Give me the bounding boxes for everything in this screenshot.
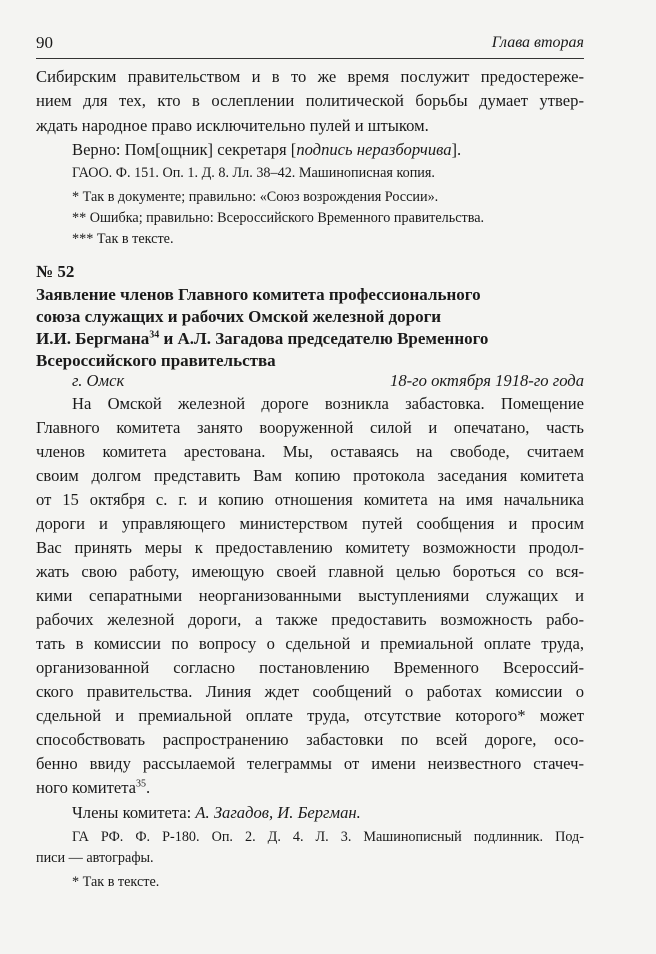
footnote: *** Так в тексте. (72, 231, 174, 247)
signatories-names: А. Загадов, И. Бергман. (195, 803, 361, 822)
text-line: ждать народное право исключительно пулей и штыком. (36, 116, 429, 135)
document-title-line: Заявление членов Главного комитета профессионального (36, 285, 481, 304)
document-title-line: союза служащих и рабочих Омской железной дороги (36, 307, 442, 326)
text-line: Сибирским правительством и в то же время послужит предостереже- (36, 67, 584, 86)
body-line: дороги и управляющего министерством путей сообщения и просим (36, 514, 584, 533)
signature-note: подпись неразборчива (296, 140, 452, 159)
body-line: бенно ввиду рассылаемой телеграммы от имени неизвестного стачеч- (36, 754, 584, 773)
body-line: членов комитета арестована. Мы, оставаясь на свободе, считаем (36, 442, 584, 461)
footnote: ** Ошибка; правильно: Всероссийского Временного правительства. (72, 210, 485, 226)
page-number: 90 (36, 33, 53, 52)
body-line: ского правительства. Линия ждет сообщений о работах комиссии о (36, 682, 584, 701)
document-title-line: Всероссийского правительства (36, 351, 276, 370)
body-line: от 15 октября с. г. и копию отношения комитета на имя начальника (36, 490, 584, 509)
body-line: организованной согласно постановлению Временного Всероссий- (36, 658, 584, 677)
footnote-ref: 34 (149, 329, 160, 341)
footnote: * Так в документе; правильно: «Союз возрождения России». (72, 189, 439, 205)
body-line: На Омской железной дороге возникла забастовка. Помещение (72, 394, 584, 413)
body-line: кими сепаратными неорганизованными выступлениями служащих и (36, 586, 584, 605)
body-line: ного комитета$^{35}$. (36, 778, 151, 797)
body-line: своим долгом представить Вам копию протокола заседания комитета (36, 466, 584, 485)
chapter-title: Глава вторая (491, 34, 584, 51)
footnote: * Так в тексте. (72, 874, 160, 890)
signatories-line: Члены комитета: А. Загадов, И. Бергман. (72, 803, 361, 822)
body-line: Вас принять меры к предоставлению комитету возможности продол- (36, 538, 584, 557)
document-number: № 52 (36, 262, 75, 281)
body-line: рабочих железной дороги, а также предоставить возможность рабо- (36, 610, 584, 629)
archive-reference: ГАОО. Ф. 151. Оп. 1. Д. 8. Лл. 38–42. Машинописная копия. (72, 165, 435, 181)
verification-line: Верно: Пом[ощник] секретаря [подпись неразборчива]. (72, 140, 462, 159)
archive-reference: ГА РФ. Ф. Р-180. Оп. 2. Д. 4. Л. 3. Машинописный подлинник. Под- (72, 829, 584, 845)
archive-reference: писи — автографы. (36, 850, 154, 866)
header-rule (36, 58, 584, 59)
body-line: тать в комиссии по вопросу о сдельной и премиальной оплате труда, (36, 634, 584, 653)
document-date: 18-го октября 1918-го года (390, 371, 584, 390)
body-line: Главного комитета занято вооруженной силой и опечатано, часть (36, 418, 584, 437)
document-place: г. Омск (72, 371, 125, 390)
body-line: сдельной и премиальной оплате труда, отсутствие которого* может (36, 706, 584, 725)
document-title-line: И.И. Бергмана$^{34}$ и А.Л. Загадова председателю Временного (36, 329, 489, 348)
footnote-ref: 35 (136, 778, 147, 790)
body-line: жать свою работу, имеющую своей главной целью бороться со вся- (36, 562, 584, 581)
page-header (36, 33, 584, 59)
text-line: нием для тех, кто в ослеплении политической борьбы думает утвер- (36, 91, 584, 110)
body-line: способствовать распространению забастовки по всей дороге, осо- (36, 730, 584, 749)
